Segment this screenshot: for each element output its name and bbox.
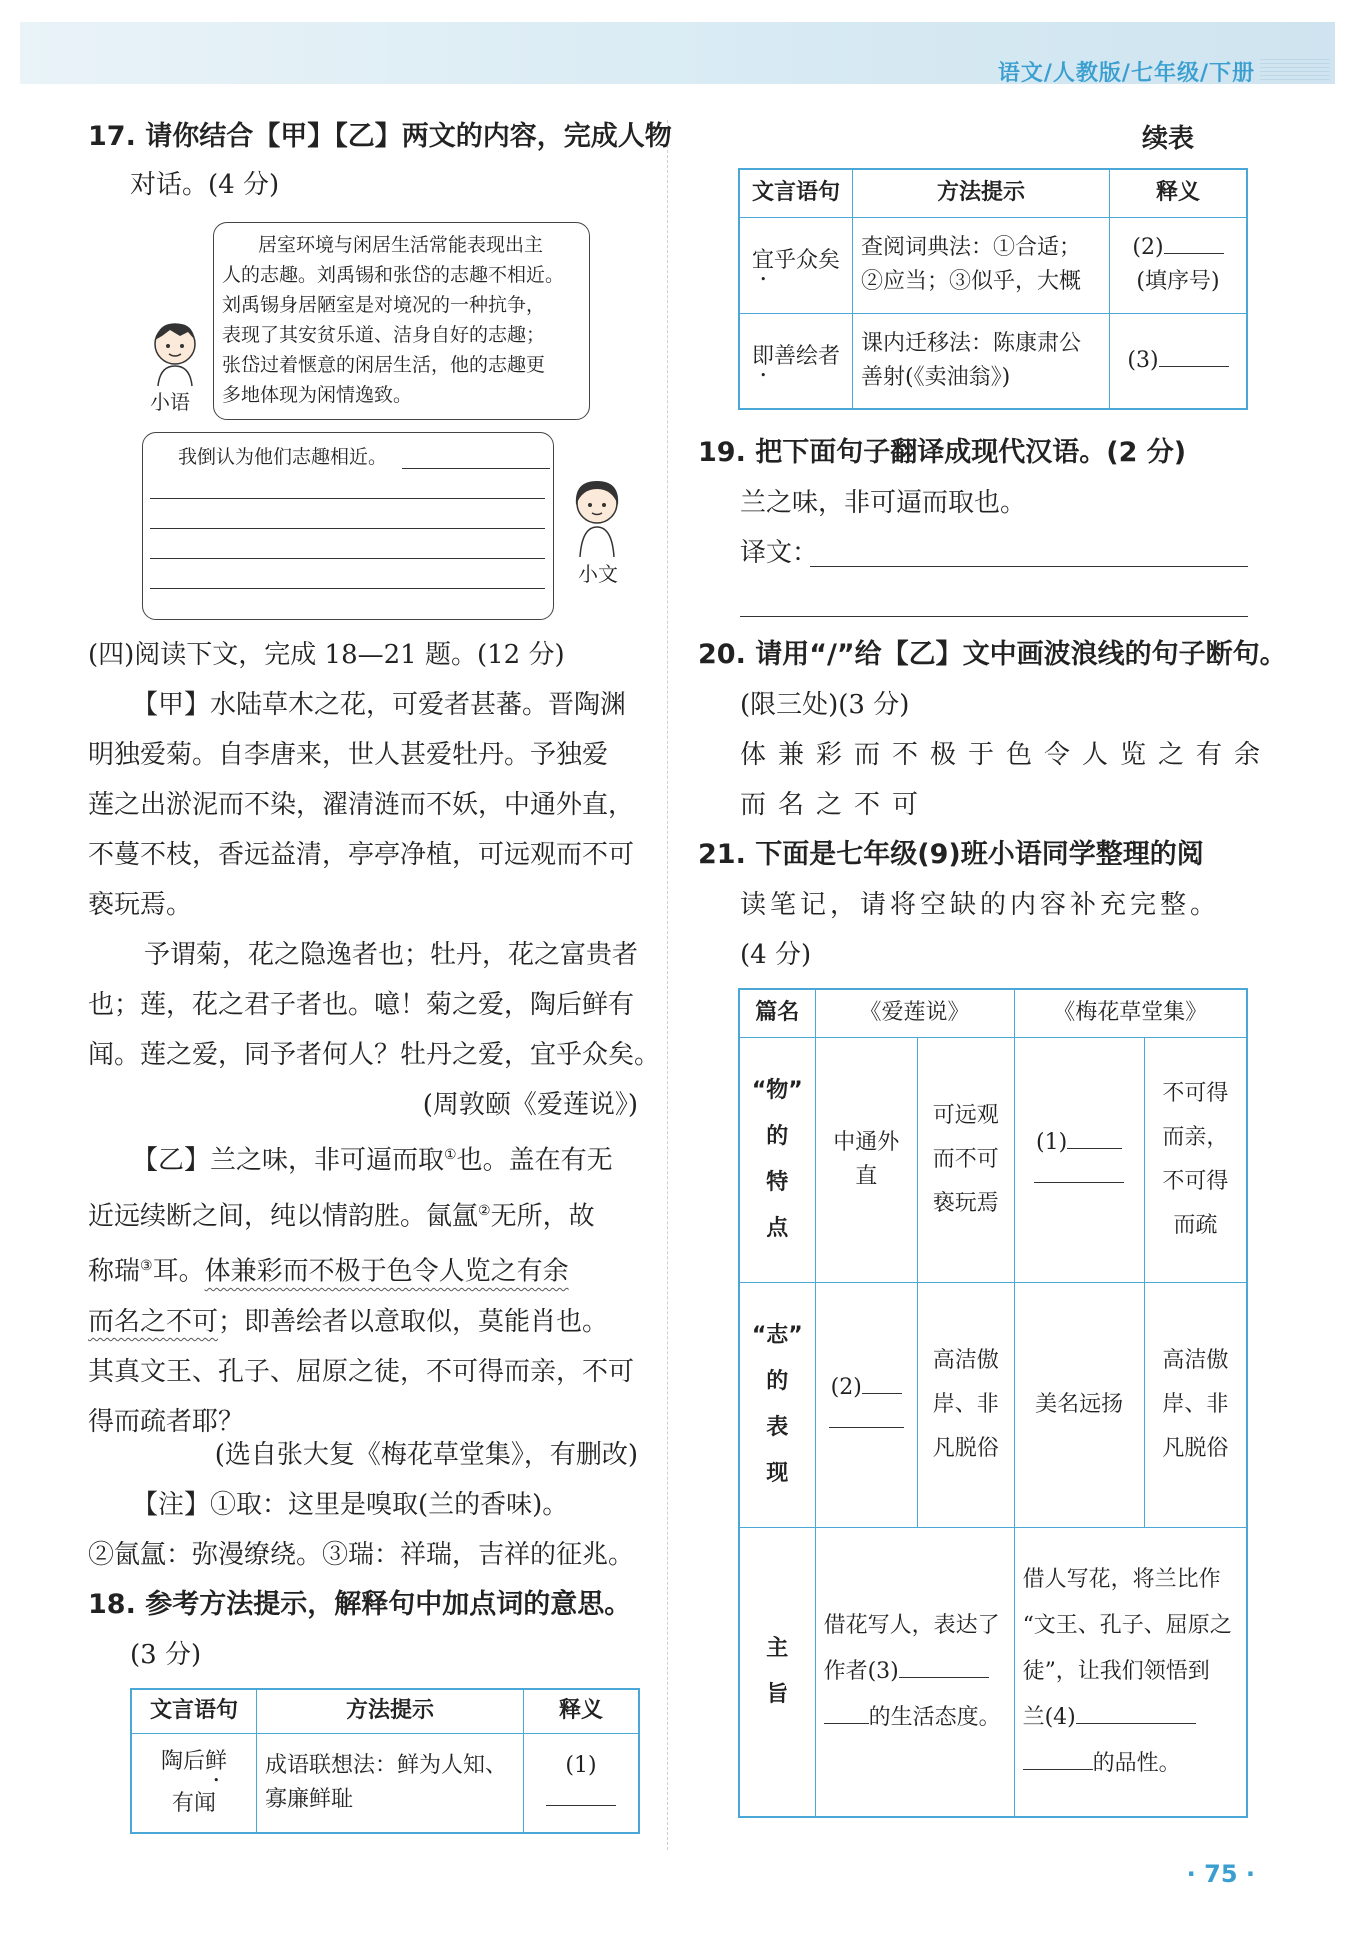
answer-line[interactable]	[150, 498, 545, 499]
answer-line[interactable]	[150, 558, 545, 559]
character-xiaowen: 小文	[578, 562, 618, 586]
answer-cell[interactable]: 借花写人，表达了 作者(3) 的生活态度。	[815, 1527, 1014, 1817]
sentence-cell: 即善绘者	[739, 313, 853, 409]
table-cell: 不可得而亲，不可得而疏	[1144, 1037, 1247, 1282]
q18-continued-table	[738, 168, 1248, 410]
section-title: (四)阅读下文，完成 18—21 题。(12 分)	[88, 640, 565, 670]
note-line2: ②氤氲：弥漫缭绕。③瑞：祥瑞，吉祥的征兆。	[88, 1540, 635, 1570]
table-cell: 高洁傲岸、非凡脱俗	[917, 1282, 1014, 1527]
answer-line[interactable]	[740, 616, 1248, 617]
q21-prompt-line1: 21. 下面是七年级(9)班小语同学整理的阅	[698, 839, 1204, 870]
q18-prompt-line1: 18. 参考方法提示，解释句中加点词的意思。	[88, 1589, 632, 1620]
answer-cell[interactable]: (3)	[1110, 313, 1248, 409]
hint-cell: 课内迁移法：陈康肃公 善射(《卖油翁》)	[853, 313, 1110, 409]
continued-title: 续表	[1142, 124, 1195, 154]
q18-table	[130, 1688, 640, 1834]
answer-cell[interactable]: (2)	[815, 1282, 917, 1527]
row-label: “志” 的 表 现	[739, 1282, 815, 1527]
row-label: “物” 的 特 点	[739, 1037, 815, 1282]
sentence-cell: 宜乎众矣	[739, 217, 853, 313]
header-decoration	[1260, 58, 1330, 80]
q19-prompt: 19. 把下面句子翻译成现代汉语。(2 分)	[698, 437, 1187, 468]
subject-label: 语文/人教版/七年级/下册	[997, 61, 1255, 86]
answer-line[interactable]	[150, 528, 545, 529]
table-header: 释义	[1110, 169, 1248, 217]
bubble-xiaoyu-text: 居室环境与闲居生活常能表现出主 人的志趣。刘禹锡和张岱的志趣不相近。 刘禹锡身居陋室是对境况的一种抗争， 表现了其安贫乐道、洁身自好的志趣； 张岱过着惬意的闲居生活，他的志趣更 多地体现为闲情逸致。	[222, 234, 565, 406]
boy-avatar-icon	[140, 318, 210, 388]
q20-prompt-line1: 20. 请用“/”给【乙】文中画波浪线的句子断句。	[698, 639, 1287, 670]
sentence-cell: 陶后鲜 有闻	[131, 1733, 257, 1833]
table-header: 篇名	[739, 989, 815, 1037]
q18-prompt-line2: (3 分)	[130, 1640, 202, 1670]
yi-source: (选自张大复《梅花草堂集》，有删改)	[214, 1440, 638, 1470]
table-header: 方法提示	[257, 1689, 524, 1733]
table-header: 文言语句	[131, 1689, 257, 1733]
passage-jia: 【甲】水陆草木之花，可爱者甚蕃。晋陶渊 明独爱菊。自李唐来，世人甚爱牡丹。予独爱 莲之出淤泥而不染，濯清涟而不妖，中通外直， 不蔓不枝，香远益清，亭亭净植，可远观而不可 亵玩焉。 予谓菊，花之隐逸者也；牡丹，花之富贵者 也；莲，花之君子者也。噫！菊之爱，陶后鲜有 闻。莲之爱，同予者何人？牡丹之爱，宜乎众矣。	[88, 690, 661, 1070]
answer-cell[interactable]: (1)	[1014, 1037, 1144, 1282]
wavy-sentence: 体兼彩而不极于色令人览之有余	[204, 1256, 569, 1287]
hint-cell: 查阅词典法：①合适； ②应当；③似乎，大概	[853, 217, 1110, 313]
table-header: 《梅花草堂集》	[1014, 989, 1247, 1037]
q20-prompt-line2: (限三处)(3 分)	[740, 690, 910, 720]
q19-label: 译文：	[740, 538, 819, 568]
wavy-sentence: 而名之不可	[88, 1306, 219, 1337]
q21-prompt-line2: 读笔记，请将空缺的内容补充完整。	[740, 890, 1221, 920]
table-cell: 中通外直	[815, 1037, 917, 1282]
q21-prompt-line3: (4 分)	[740, 940, 812, 970]
table-cell: 高洁傲岸、非凡脱俗	[1144, 1282, 1247, 1527]
answer-line[interactable]	[150, 588, 545, 589]
table-cell: 美名远扬	[1014, 1282, 1144, 1527]
table-header: 方法提示	[853, 169, 1110, 217]
q21-table	[738, 988, 1248, 1818]
q20-sentence-line1[interactable]: 体兼彩而不极于色令人览之有余	[740, 740, 1273, 770]
hint-cell: 成语联想法：鲜为人知、寡廉鲜耻	[257, 1733, 524, 1833]
table-header: 《爱莲说》	[815, 989, 1014, 1037]
jia-source: (周敦颐《爱莲说》)	[422, 1090, 638, 1120]
note-line1: 【注】①取：这里是嗅取(兰的香味)。	[132, 1490, 569, 1520]
q17-prompt-line2: 对话。(4 分)	[130, 170, 280, 200]
column-divider	[667, 120, 668, 1850]
passage-yi: 【乙】兰之味，非可逼而取①也。盖在有无 近远续断之间，纯以情韵胜。氤氲②无所，故 称瑞③耳。体兼彩而不极于色令人览之有余 而名之不可；即善绘者以意取似，莫能肖也。 其真文王、孔子、屈原之徒，不可得而亲，不可 得而疏者耶？	[88, 1145, 635, 1437]
character-xiaoyu: 小语	[150, 390, 190, 414]
table-cell: 可远观而不可亵玩焉	[917, 1037, 1014, 1282]
answer-line[interactable]	[402, 468, 550, 469]
girl-avatar-icon	[562, 475, 632, 560]
table-header: 释义	[524, 1689, 640, 1733]
row-label: 主 旨	[739, 1527, 815, 1817]
answer-line[interactable]	[810, 566, 1248, 567]
bubble-xiaowen-start: 我倒认为他们志趣相近。	[178, 446, 388, 468]
answer-cell[interactable]: (2) (填序号)	[1110, 217, 1248, 313]
q20-sentence-line2[interactable]: 而名之不可	[740, 790, 931, 820]
table-header: 文言语句	[739, 169, 853, 217]
answer-cell[interactable]: (1)	[524, 1733, 640, 1833]
q17-prompt-line1: 17. 请你结合【甲】【乙】两文的内容，完成人物	[88, 121, 672, 152]
page-number: · 75 ·	[1186, 1860, 1255, 1888]
q19-sentence: 兰之味，非可逼而取也。	[740, 488, 1027, 518]
answer-cell[interactable]: 借人写花，将兰比作 “文王、孔子、屈原之 徒”，让我们领悟到 兰(4) 的品性。	[1014, 1527, 1247, 1817]
